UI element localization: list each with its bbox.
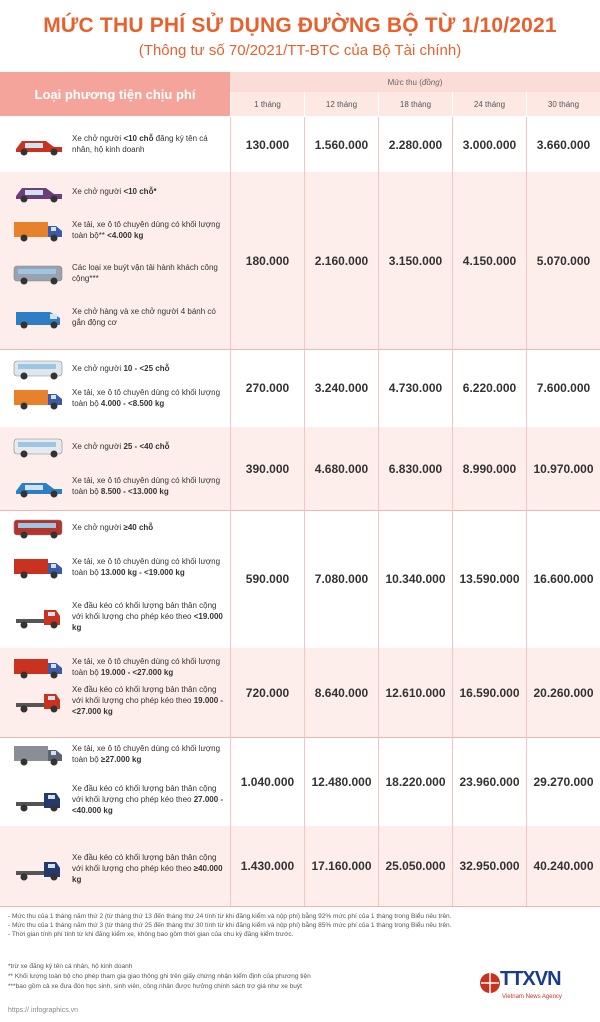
price-cell: 720.000 [230, 648, 304, 737]
column-header: 30 tháng [526, 92, 600, 116]
table-row [0, 826, 600, 907]
price-cell: 590.000 [230, 510, 304, 648]
table-row [0, 427, 600, 511]
description-text: Xe chở người [72, 441, 124, 451]
footnote-line: ***bao gồm cả xe đưa đón học sinh, sinh viên, công nhân được hưởng chính sách trợ giá như xe buýt [8, 983, 302, 990]
vehicle-description [72, 306, 225, 328]
vehicle-list [0, 172, 230, 349]
price-cell: 4.150.000 [452, 172, 526, 349]
price-cell: 3.240.000 [304, 349, 378, 427]
description-text: Xe đầu kéo có khối lượng bản thân cộng với khối lượng cho phép kéo theo [72, 685, 217, 705]
price-cells [230, 427, 600, 510]
description-text: Xe chở người [72, 363, 124, 373]
price-cell: 10.340.000 [378, 510, 452, 648]
red-car-icon [10, 131, 66, 157]
vehicle-item [10, 433, 225, 459]
page-title: MỨC THU PHÍ SỬ DỤNG ĐƯỜNG BỘ TỪ 1/10/2021 [43, 14, 557, 37]
description-threshold: 25 - <40 chỗ [123, 441, 170, 451]
price-cells [230, 117, 600, 172]
table-row [0, 349, 600, 428]
vehicle-description [72, 684, 225, 717]
price-cell: 23.960.000 [452, 737, 526, 826]
price-cell: 8.990.000 [452, 427, 526, 510]
vehicle-description [72, 219, 225, 241]
description-threshold: 19.000 - <27.000 kg [100, 668, 174, 677]
vehicle-type-header: Loại phương tiện chịu phí [0, 72, 230, 116]
price-cell: 6.830.000 [378, 427, 452, 510]
duration-columns [230, 92, 600, 116]
vehicle-item [10, 355, 225, 381]
price-cell: 7.080.000 [304, 510, 378, 648]
description-text: Xe chở hàng và xe chở người 4 bánh có gắn động cơ [72, 307, 216, 327]
vehicle-item [10, 385, 225, 411]
large-bus-icon [10, 514, 66, 540]
table-row [0, 510, 600, 649]
vehicle-item [10, 217, 225, 243]
price-cell: 12.480.000 [304, 737, 378, 826]
vehicle-list [0, 510, 230, 648]
vehicle-item [10, 741, 225, 767]
vehicle-description [72, 600, 225, 633]
description-threshold: <10 chỗ* [123, 186, 157, 196]
description-threshold: <4.000 kg [107, 231, 144, 240]
description-threshold: ≥40.000 kg [72, 864, 223, 884]
price-cell: 25.050.000 [378, 826, 452, 906]
table-row [0, 117, 600, 173]
description-threshold: ≥27.000 kg [100, 755, 142, 764]
navy-tractor-icon [10, 787, 66, 813]
vehicle-description [72, 475, 225, 497]
vehicle-list [0, 648, 230, 737]
price-cell: 2.280.000 [378, 117, 452, 172]
box-truck-icon [10, 217, 66, 243]
coach-icon [10, 433, 66, 459]
description-threshold: 27.000 - <40.000 kg [72, 795, 224, 815]
description-text: Xe tải, xe ô tô chuyên dùng có khối lượng toàn bộ [72, 744, 221, 764]
price-cell: 32.950.000 [452, 826, 526, 906]
vehicle-item [10, 131, 225, 157]
vehicle-item [10, 260, 225, 286]
price-cells [230, 349, 600, 427]
globe-icon [478, 970, 502, 996]
price-cell: 3.150.000 [378, 172, 452, 349]
notes [8, 912, 593, 939]
price-cell: 4.680.000 [304, 427, 378, 510]
vehicle-item [10, 654, 225, 680]
description-text: Xe tải, xe ô tô chuyên dùng có khối lượng toàn bộ [72, 388, 221, 408]
price-cell: 1.430.000 [230, 826, 304, 906]
price-cell: 4.730.000 [378, 349, 452, 427]
price-cell: 1.040.000 [230, 737, 304, 826]
price-cell: 12.610.000 [378, 648, 452, 737]
price-cell: 17.160.000 [304, 826, 378, 906]
price-cell: 270.000 [230, 349, 304, 427]
ttxvn-logo: TTXVN Vietnam News Agency [478, 968, 588, 1008]
note-line: - Thời gian tính phí tính từ khi đăng kiểm xe, không bao gồm thời gian của chu kỳ đăng kiểm trước. [8, 931, 294, 938]
vehicle-description [72, 186, 157, 197]
description-threshold: 4.000 - <8.500 kg [100, 399, 165, 408]
price-cells [230, 648, 600, 737]
vehicle-item [10, 473, 225, 499]
navy-tractor-icon [10, 856, 66, 882]
cargo-truck-icon [10, 473, 66, 499]
price-cell: 8.640.000 [304, 648, 378, 737]
price-cell: 2.160.000 [304, 172, 378, 349]
column-header: 1 tháng [230, 92, 304, 116]
vehicle-item [10, 514, 225, 540]
tractor-unit-icon [10, 688, 66, 714]
price-cell: 3.000.000 [452, 117, 526, 172]
description-text: đăng ký tên cá nhân, hộ kinh doanh [72, 134, 208, 154]
purple-car-icon [10, 178, 66, 204]
price-cell: 40.240.000 [526, 826, 600, 906]
price-cell: 29.270.000 [526, 737, 600, 826]
description-text: Xe đầu kéo có khối lượng bản thân cộng với khối lượng cho phép kéo theo [72, 601, 217, 621]
vehicle-description [72, 262, 225, 284]
heavy-truck-icon [10, 654, 66, 680]
vehicle-description [72, 783, 225, 816]
price-cell: 10.970.000 [526, 427, 600, 510]
description-threshold: 19.000 - <27.000 kg [72, 696, 224, 716]
blue-van-icon [10, 304, 66, 330]
vehicle-list [0, 826, 230, 906]
table-row [0, 648, 600, 738]
vehicle-description [72, 656, 225, 678]
price-cell: 16.590.000 [452, 648, 526, 737]
column-header: 18 tháng [378, 92, 452, 116]
source-url: https:// infographics.vn [8, 1007, 79, 1014]
footnote-line: ** Khối lượng toàn bộ cho phép tham gia giao thông ghi trên giấy chứng nhận kiểm định của phương tiện [8, 973, 311, 980]
vehicle-item [10, 178, 225, 204]
description-threshold: <19.000 kg [72, 612, 223, 632]
vehicle-description [72, 852, 225, 885]
description-threshold: 8.500 - <13.000 kg [100, 487, 169, 496]
vehicle-description [72, 133, 225, 155]
description-text: Xe chở người [72, 522, 124, 532]
price-cell: 7.600.000 [526, 349, 600, 427]
table-row [0, 737, 600, 827]
price-cell: 1.560.000 [304, 117, 378, 172]
price-cell: 18.220.000 [378, 737, 452, 826]
price-cell: 5.070.000 [526, 172, 600, 349]
vehicle-description [72, 363, 169, 374]
description-text: Xe chở người [72, 134, 124, 143]
page-subtitle: (Thông tư số 70/2021/TT-BTC của Bộ Tài chính) [138, 42, 462, 59]
gray-truck-icon [10, 741, 66, 767]
price-cells [230, 826, 600, 906]
description-text: Các loại xe buýt vận tải hành khách công cộng*** [72, 263, 218, 283]
vehicle-description [72, 441, 169, 452]
description-threshold: ≥40 chỗ [123, 522, 154, 532]
vehicle-description [72, 522, 153, 533]
vehicle-item [10, 600, 225, 633]
price-cell: 390.000 [230, 427, 304, 510]
red-truck-icon [10, 554, 66, 580]
footnote-line: *trừ xe đăng ký tên cá nhân, hộ kinh doanh [8, 963, 133, 970]
price-cell: 20.260.000 [526, 648, 600, 737]
price-cell: 3.660.000 [526, 117, 600, 172]
table-row [0, 172, 600, 350]
column-header: 24 tháng [452, 92, 526, 116]
price-cell: 16.600.000 [526, 510, 600, 648]
price-cell: 13.590.000 [452, 510, 526, 648]
price-cells [230, 737, 600, 826]
price-cells [230, 172, 600, 349]
vehicle-item [10, 852, 225, 885]
vehicle-item [10, 783, 225, 816]
description-text: Xe tải, xe ô tô chuyên dùng có khối lượng toàn bộ [72, 476, 221, 496]
tractor-unit-icon [10, 604, 66, 630]
fee-header: Mức thu ( đồng ) [230, 72, 600, 92]
vehicle-item [10, 304, 225, 330]
price-cell: 6.220.000 [452, 349, 526, 427]
minibus-icon [10, 355, 66, 381]
vehicle-description [72, 387, 225, 409]
vehicle-item [10, 554, 225, 580]
description-text: Xe tải, xe ô tô chuyên dùng có khối lượng toàn bộ [72, 557, 221, 577]
price-cell: 130.000 [230, 117, 304, 172]
note-line: - Mức thu của 1 tháng năm thứ 3 (từ tháng thứ 25 đến tháng thứ 30 tính từ khi đăng kiểm và nộp phí) bằng 85% mức phí của 1 tháng trong Biểu nêu trên. [8, 922, 452, 929]
vehicle-list [0, 737, 230, 826]
description-threshold: 13.000 kg - <19.000 kg [100, 568, 185, 577]
orange-truck-icon [10, 385, 66, 411]
column-header: 12 tháng [304, 92, 378, 116]
vehicle-list [0, 349, 230, 427]
description-threshold: 10 - <25 chỗ [123, 363, 170, 373]
note-line: - Mức thu của 1 tháng năm thứ 2 (từ tháng thứ 13 đến tháng thứ 24 tính từ khi đăng kiểm và nộp phí) bằng 92% mức phí của 1 tháng trong Biểu nêu trên. [8, 913, 452, 920]
description-text: Xe tải, xe ô tô chuyên dùng có khối lượng toàn bộ [72, 657, 221, 677]
description-text: Xe tải, xe ô tô chuyên dùng có khối lượng toàn bộ** [72, 220, 221, 240]
vehicle-item [10, 684, 225, 717]
description-text: Xe đầu kéo có khối lượng bản thân cộng với khối lượng cho phép kéo theo [72, 784, 217, 804]
description-text: Xe đầu kéo có khối lượng bản thân cộng với khối lượng cho phép kéo theo [72, 853, 217, 873]
vehicle-list [0, 427, 230, 510]
vehicle-list [0, 117, 230, 172]
price-cells [230, 510, 600, 648]
footnotes [8, 962, 428, 992]
description-threshold: <10 chỗ [123, 134, 154, 143]
description-text: Xe chở người [72, 186, 124, 196]
price-cell: 180.000 [230, 172, 304, 349]
vehicle-description [72, 556, 225, 578]
vehicle-description [72, 743, 225, 765]
bus-icon [10, 260, 66, 286]
